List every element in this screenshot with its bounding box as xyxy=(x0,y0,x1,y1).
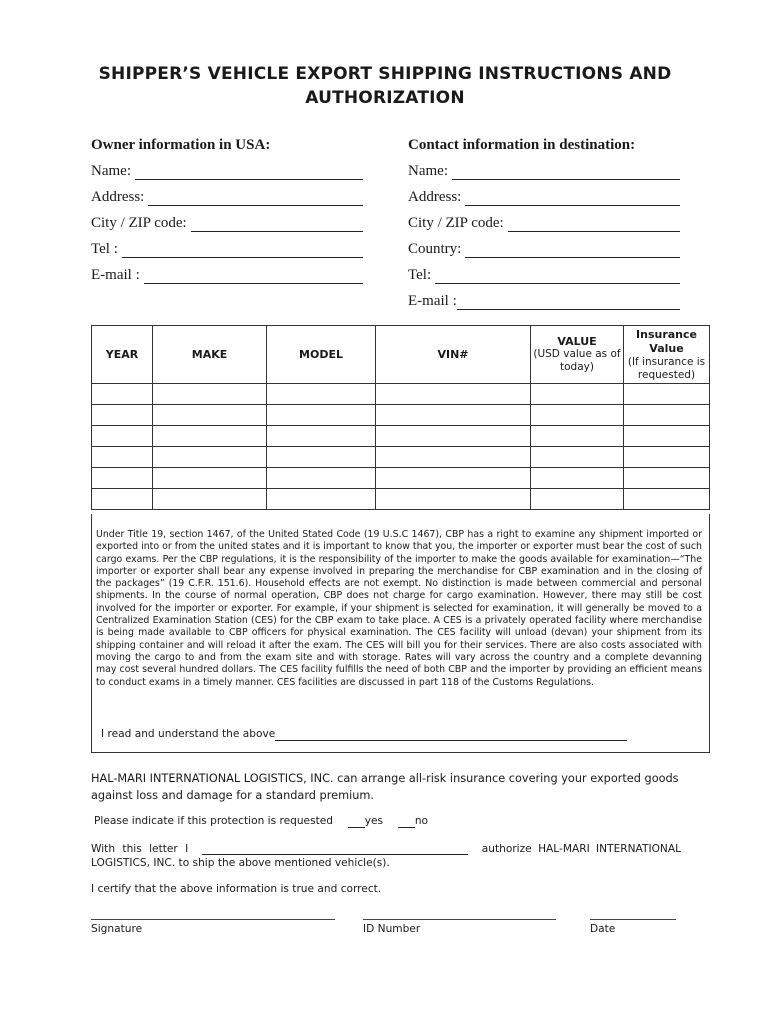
cell-insurance[interactable] xyxy=(624,405,710,426)
contact-country-field[interactable] xyxy=(465,243,680,258)
insurance-request-row xyxy=(94,815,428,828)
cell-year[interactable] xyxy=(92,384,153,405)
owner-email-field[interactable] xyxy=(144,269,363,284)
signature-label: Signature xyxy=(91,923,143,935)
contact-tel-field[interactable] xyxy=(435,269,680,284)
cell-model[interactable] xyxy=(267,405,376,426)
cell-model[interactable] xyxy=(267,468,376,489)
acknowledge-field[interactable] xyxy=(275,728,627,741)
cell-model[interactable] xyxy=(267,447,376,468)
contact-address-label: Address: xyxy=(408,189,462,205)
insurance-request-label: Please indicate if this protection is requested xyxy=(94,815,333,827)
owner-city-zip-label: City / ZIP code: xyxy=(91,215,187,231)
table-row xyxy=(92,426,710,447)
acknowledge-label: I read and understand the above xyxy=(101,728,276,740)
owner-section xyxy=(91,160,363,284)
contact-section xyxy=(408,160,680,310)
authorization-row xyxy=(91,842,681,855)
col-insurance-title: Insurance Value xyxy=(636,327,697,355)
cell-make[interactable] xyxy=(153,384,267,405)
contact-address-field[interactable] xyxy=(465,191,680,206)
cell-insurance[interactable] xyxy=(624,489,710,510)
col-value-header xyxy=(531,326,624,384)
insurance-no-field[interactable] xyxy=(398,815,415,828)
form-title-line2: AUTHORIZATION xyxy=(305,88,465,108)
cell-value[interactable] xyxy=(531,426,624,447)
contact-city-zip-field[interactable] xyxy=(508,217,680,232)
contact-email-field[interactable] xyxy=(457,295,680,310)
cell-make[interactable] xyxy=(153,489,267,510)
cell-value[interactable] xyxy=(531,468,624,489)
authorization-suffix: authorize HAL-MARI INTERNATIONAL xyxy=(481,843,681,855)
owner-address-label: Address: xyxy=(91,189,145,205)
contact-city-zip-label: City / ZIP code: xyxy=(408,215,504,231)
col-model-header: MODEL xyxy=(267,326,376,384)
cell-value[interactable] xyxy=(531,447,624,468)
insurance-offer: HAL-MARI INTERNATIONAL LOGISTICS, INC. can arrange all-risk insurance covering your exported goods against loss and damage for a standard premium. xyxy=(91,772,679,802)
cell-make[interactable] xyxy=(153,426,267,447)
col-year-header: YEAR xyxy=(92,326,153,384)
cell-insurance[interactable] xyxy=(624,384,710,405)
cell-make[interactable] xyxy=(153,468,267,489)
table-row xyxy=(92,447,710,468)
cbp-notice-text: Under Title 19, section 1467, of the United Stated Code (19 U.S.C 1467), CBP has a right to examine any shipment imported or exported into or from the united states and it is important to know that you, the importer or exporter must bear the cost of such cargo exams. Per the CBP regulations, it is the responsibility of the importer to make the goods available for examination—“The importer or exporter shall bear any expense involved in preparing the merchandise for CBP examination and in the closing of the packages” (19 C.F.R. 151.6). Household effects are not exempt. No distinction is made between commercial and personal shipments. In the course of normal operation, CBP does not charge for cargo examination. However, there may still be cost involved for the importer or exporter. For example, if your shipment is selected for examination, it will generally be moved to a Centralized Examination Station (CES) for the CBP exam to take place. A CES is a privately operated facility where merchandise is being made available to CBP officers for physical examination. The CES facility will unload (devan) your shipment from its shipping container and will reload it after the exam. The CES will bill you for their services. There are also costs associated with moving the cargo to and from the exam site and with storage. Rates will vary across the country and a complete devanning may cost several hundred dollars. The CES facility fulfills the need of both CBP and the importer by providing an efficient means to conduct exams in a timely manner. CES facilities are discussed in part 118 of the Customs Regulations. xyxy=(96,529,702,688)
authorization-name-field[interactable] xyxy=(202,842,468,855)
certify-statement: I certify that the above information is true and correct. xyxy=(91,883,382,895)
cell-year[interactable] xyxy=(92,405,153,426)
cell-year[interactable] xyxy=(92,426,153,447)
table-row xyxy=(92,384,710,405)
cell-model[interactable] xyxy=(267,489,376,510)
table-row xyxy=(92,468,710,489)
cell-vin[interactable] xyxy=(376,384,531,405)
owner-city-zip-field[interactable] xyxy=(191,217,363,232)
vehicle-table xyxy=(91,325,710,510)
cell-make[interactable] xyxy=(153,405,267,426)
authorization-prefix: With this letter I xyxy=(91,843,189,855)
cell-vin[interactable] xyxy=(376,468,531,489)
authorization-line2: LOGISTICS, INC. to ship the above mentioned vehicle(s). xyxy=(91,857,390,869)
insurance-no-label: no xyxy=(414,815,429,827)
contact-name-field[interactable] xyxy=(452,165,680,180)
col-vin-header: VIN# xyxy=(376,326,531,384)
contact-country-label: Country: xyxy=(408,241,462,257)
form-title xyxy=(60,62,710,110)
insurance-yes-field[interactable] xyxy=(348,815,365,828)
date-label: Date xyxy=(590,923,616,935)
acknowledge-row xyxy=(101,728,627,741)
cell-insurance[interactable] xyxy=(624,468,710,489)
contact-tel-label: Tel: xyxy=(408,267,432,283)
cell-vin[interactable] xyxy=(376,447,531,468)
cell-model[interactable] xyxy=(267,426,376,447)
cell-insurance[interactable] xyxy=(624,447,710,468)
owner-email-label: E-mail : xyxy=(91,267,140,283)
owner-name-field[interactable] xyxy=(135,165,363,180)
form-title-line1: SHIPPER’S VEHICLE EXPORT SHIPPING INSTRUCTIONS AND xyxy=(98,64,672,84)
cell-value[interactable] xyxy=(531,384,624,405)
signature-line[interactable] xyxy=(91,919,335,920)
id-number-line[interactable] xyxy=(363,919,556,920)
vehicle-table-header xyxy=(92,326,710,384)
owner-address-field[interactable] xyxy=(148,191,363,206)
owner-heading: Owner information in USA: xyxy=(91,137,271,153)
col-value-subtitle: (USD value as of today) xyxy=(533,348,621,373)
contact-name-label: Name: xyxy=(408,163,448,179)
cell-value[interactable] xyxy=(531,489,624,510)
owner-name-label: Name: xyxy=(91,163,131,179)
cell-year[interactable] xyxy=(92,468,153,489)
cell-vin[interactable] xyxy=(376,405,531,426)
col-make-header: MAKE xyxy=(153,326,267,384)
owner-tel-label: Tel : xyxy=(91,241,118,257)
table-row xyxy=(92,405,710,426)
table-row xyxy=(92,489,710,510)
cell-insurance[interactable] xyxy=(624,426,710,447)
col-insurance-subtitle: (If insurance is requested) xyxy=(627,355,706,381)
cell-vin[interactable] xyxy=(376,426,531,447)
contact-heading: Contact information in destination: xyxy=(408,137,636,153)
cell-year[interactable] xyxy=(92,447,153,468)
contact-email-label: E-mail : xyxy=(408,293,457,309)
date-line[interactable] xyxy=(590,919,676,920)
id-number-label: ID Number xyxy=(363,923,421,935)
col-value-title: VALUE xyxy=(557,335,597,348)
cell-model[interactable] xyxy=(267,384,376,405)
col-insurance-header xyxy=(624,326,710,384)
owner-tel-field[interactable] xyxy=(122,243,363,258)
cell-vin[interactable] xyxy=(376,489,531,510)
insurance-yes-label: yes xyxy=(364,815,384,827)
cell-year[interactable] xyxy=(92,489,153,510)
cell-make[interactable] xyxy=(153,447,267,468)
cell-value[interactable] xyxy=(531,405,624,426)
